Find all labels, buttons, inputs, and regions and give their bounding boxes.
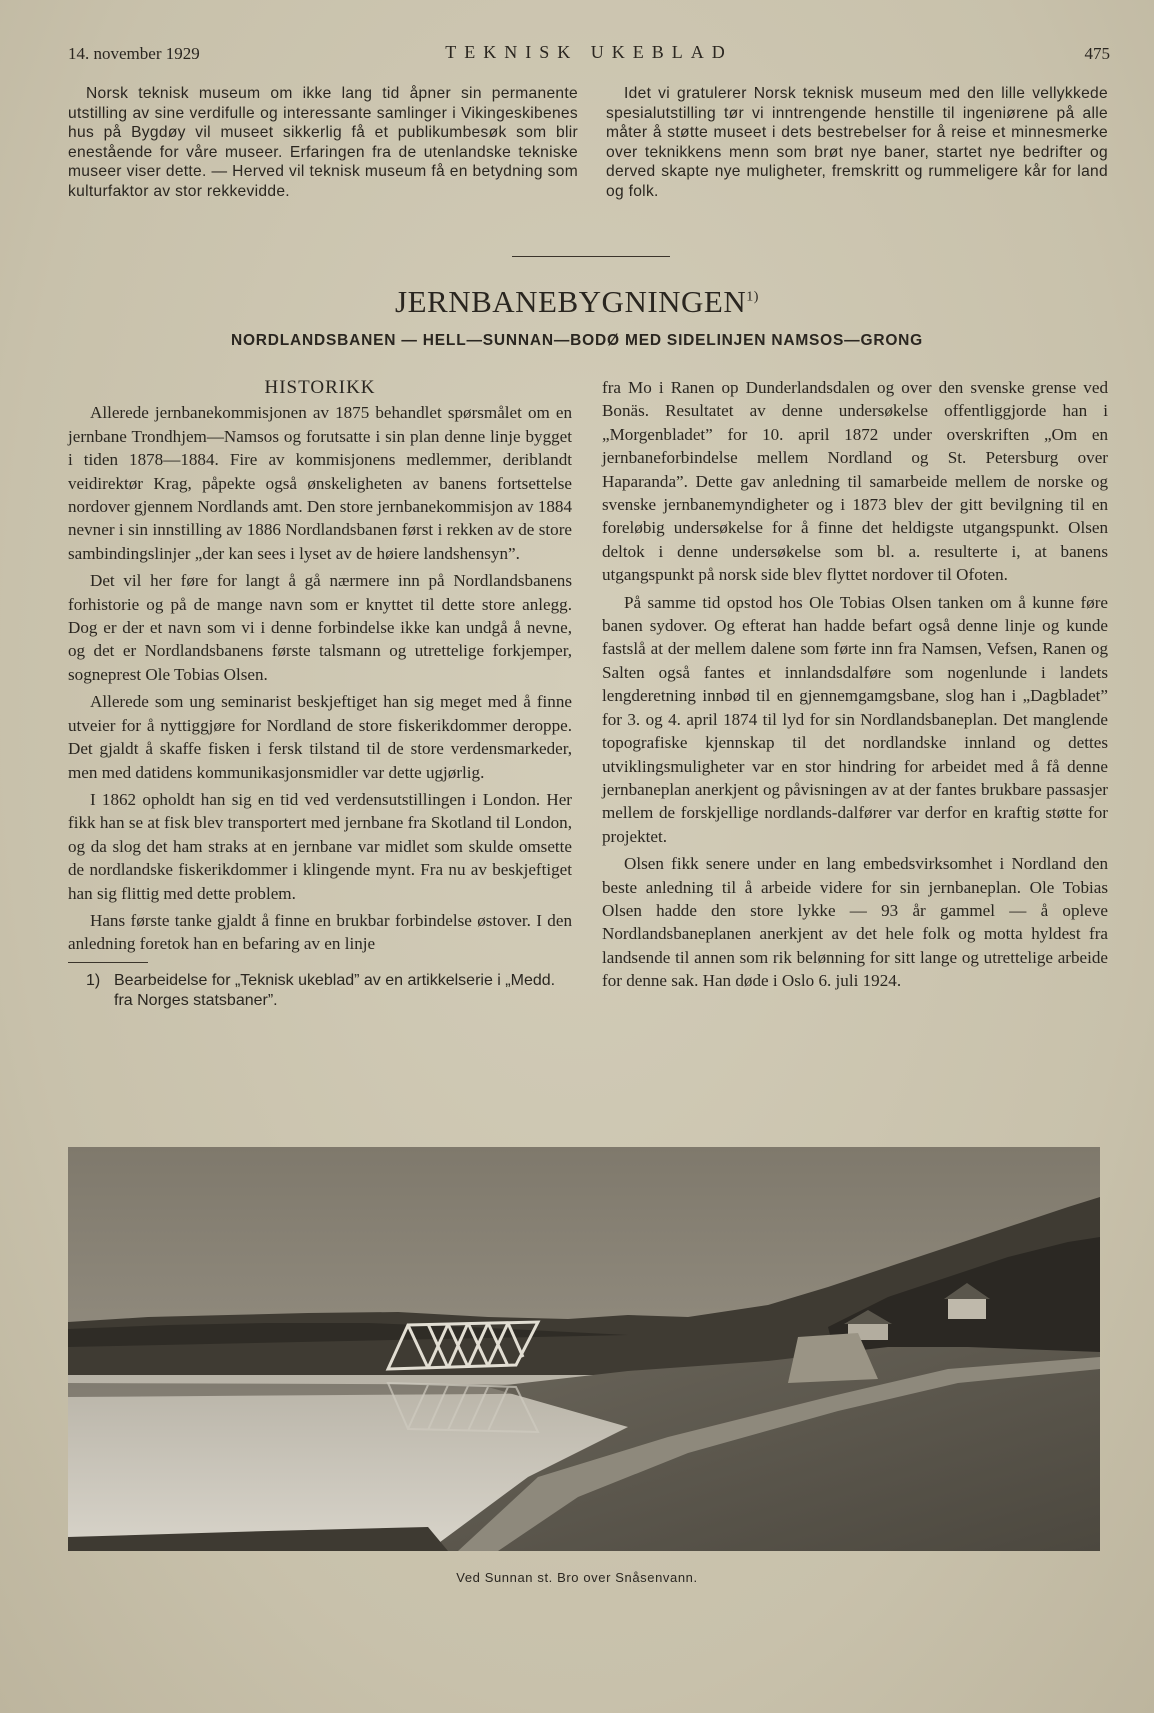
article-right-column bbox=[602, 376, 1108, 997]
right-paragraph: Olsen fikk senere under en lang embedsvirksomhet i Nordland den beste anledning til å arbeide videre for sin jernbaneplan. Ole Tobias Olsen hadde den store lykke — 93 år gammel — å opleve Nordlandsbaneplanen anerkjent av det hele folk og motta hyldest fra landsende til annen som rik belønning for sitt lange og utrettelige arbeide for denne sak. Han døde i Oslo 6. juli 1924. bbox=[602, 854, 1108, 991]
page-number: 475 bbox=[1084, 44, 1110, 63]
header-date: 14. november 1929 bbox=[68, 44, 200, 63]
left-paragraph: Allerede jernbanekommisjonen av 1875 behandlet spørsmålet om en jernbane Trondhjem—Namsos og forutsatte i sin plan denne linje bygget i tiden 1878—1884. Fire av kommisjonens medlemmer, deriblandt veidirektør Krag, påpekte også ønskeligheten av banens fortsettelse nordover gjennem Nordlands amt. Den store jernbanekommisjon av 1884 nevner i sin innstilling av 1886 Nordlandsbanen først i rekken av de store sambindingslinjer „der kan sees i lyset av de høiere landshensyn”. bbox=[68, 403, 572, 563]
header-title: TEKNISK UKEBLAD bbox=[445, 42, 733, 62]
footnote-divider bbox=[68, 962, 148, 963]
page-header bbox=[68, 40, 1110, 70]
article-title-text: JERNBANEBYGNINGEN bbox=[395, 284, 747, 319]
bridge-photo bbox=[68, 1147, 1100, 1551]
article-title-footnote-mark: 1) bbox=[746, 289, 759, 305]
left-paragraph: Hans første tanke gjaldt å finne en brukbar forbindelse østover. I den anledning foretok han en befaring av en linje bbox=[68, 910, 572, 954]
right-paragraph: På samme tid opstod hos Ole Tobias Olsen tanken om å kunne føre banen sydover. Og efterat han hadde befart også denne linje og kunde fastslå at der mellem dalene som førte inn fra Namsen, Vefsen, Ranen og Salten også fantes et innlandsdalføre som nogenlunde i landets lengderetning innbød til en gjennemgamgsbane, slog han i „Dagbladet” for 3. og 4. april 1874 til lyd for sin Nordlandsbaneplan. Det manglende topografiske kjennskap til det nordlandske innland og dettes utviklingsmuligheter var en stor hindring for arbeidet med å få denne jernbaneplan anerkjent og påvisningen av at der fantes brukbare passasjer mellem de forskjellige nordlands-dalfører var derfor en kraftig støtte for projektet. bbox=[602, 592, 1108, 846]
left-paragraph: I 1862 opholdt han sig en tid ved verdensutstillingen i London. Her fikk han se at fisk blev transportert med jernbane fra Skotland til London, og da slog det ham straks at en jernbane var midlet som skulde omsette de nordlandske fiskerikdommer i klingende mynt. Fra nu av beskjeftiget han sig flittig med dette problem. bbox=[68, 789, 572, 903]
article-subtitle: NORDLANDSBANEN — HELL—SUNNAN—BODØ MED SIDELINJEN NAMSOS—GRONG bbox=[230, 332, 924, 349]
photo-caption: Ved Sunnan st. Bro over Snåsenvann. bbox=[456, 1570, 698, 1585]
section-heading: HISTORIKK bbox=[264, 377, 376, 398]
left-paragraph: Allerede som ung seminarist beskjeftiget han sig meget med å finne utveier for å nyttiggjøre for Nordland de store fiskerikdommer deroppe. Det gjaldt å skaffe fisken i fersk tilstand til de store verdensmarkeder, men med datidens kommunikasjonsmidler var dette ugjørlig. bbox=[68, 692, 572, 782]
article-left-column bbox=[68, 376, 572, 1011]
bridge-photo-illustration bbox=[68, 1147, 1100, 1551]
footnote-text: Bearbeidelse for „Teknisk ukeblad” av en artikkelserie i „Medd. fra Norges statsbaner”. bbox=[114, 971, 556, 1009]
intro-right-column bbox=[606, 84, 1108, 202]
section-divider bbox=[512, 256, 670, 257]
intro-left-column bbox=[68, 84, 578, 202]
footnote bbox=[68, 971, 572, 1011]
footnote-mark: 1) bbox=[86, 971, 101, 989]
article-title bbox=[0, 284, 1154, 320]
left-paragraph: Det vil her føre for langt å gå nærmere inn på Nordlandsbanens forhistorie og på de mange navn som er knyttet til dette store anlegg. Dog er der et navn som vi i denne forbindelse ikke kan undgå å nevne, og det er Nordlandsbanens første talsmann og utrettelige forkjemper, sogneprest Ole Tobias Olsen. bbox=[68, 571, 572, 684]
right-paragraph: fra Mo i Ranen op Dunderlandsdalen og over den svenske grense ved Bonäs. Resultatet av denne undersøkelse offentliggjorde han i „Morgenbladet” for 10. april 1872 under overskriften „Om en jernbaneforbindelse mellem Nordland og St. Petersburg over Haparanda”. Dette gav anledning til samarbeide mellem de norske og svenske jernbanemyndigheter og i 1873 blev der gitt bevilgning til en foreløbig undersøkelse for å finne det heldigste utgangspunkt. Olsen deltok i denne undersøkelse som bl. a. resulterte i, at banens utgangspunkt på norsk side blev flyttet nordover til Ofoten. bbox=[602, 378, 1108, 585]
intro-right-paragraph: Idet vi gratulerer Norsk teknisk museum med den lille vellykkede spesialutstilling tør vi inntrengende henstille til ingeniørene på alle måter å støtte museet i dets bestrebelser for å reise et minnesmerke over teknikkens menn som brøt nye baner, startet nye bedrifter og derved skapte nye muligheter, fremskritt og rummeligere kår for land og folk. bbox=[606, 85, 1108, 200]
intro-left-paragraph: Norsk teknisk museum om ikke lang tid åpner sin permanente utstilling av sine verdifulle og interessante samlinger i Vikingeskibenes hus på Bygdøy vil museet sikkerlig få et publikumbesøk som blir enestående for våre museer. Erfaringen fra de utenlandske tekniske museer viser dette. — Herved vil teknisk museum få en betydning som kulturfaktor av stor rekkevidde. bbox=[68, 85, 578, 200]
